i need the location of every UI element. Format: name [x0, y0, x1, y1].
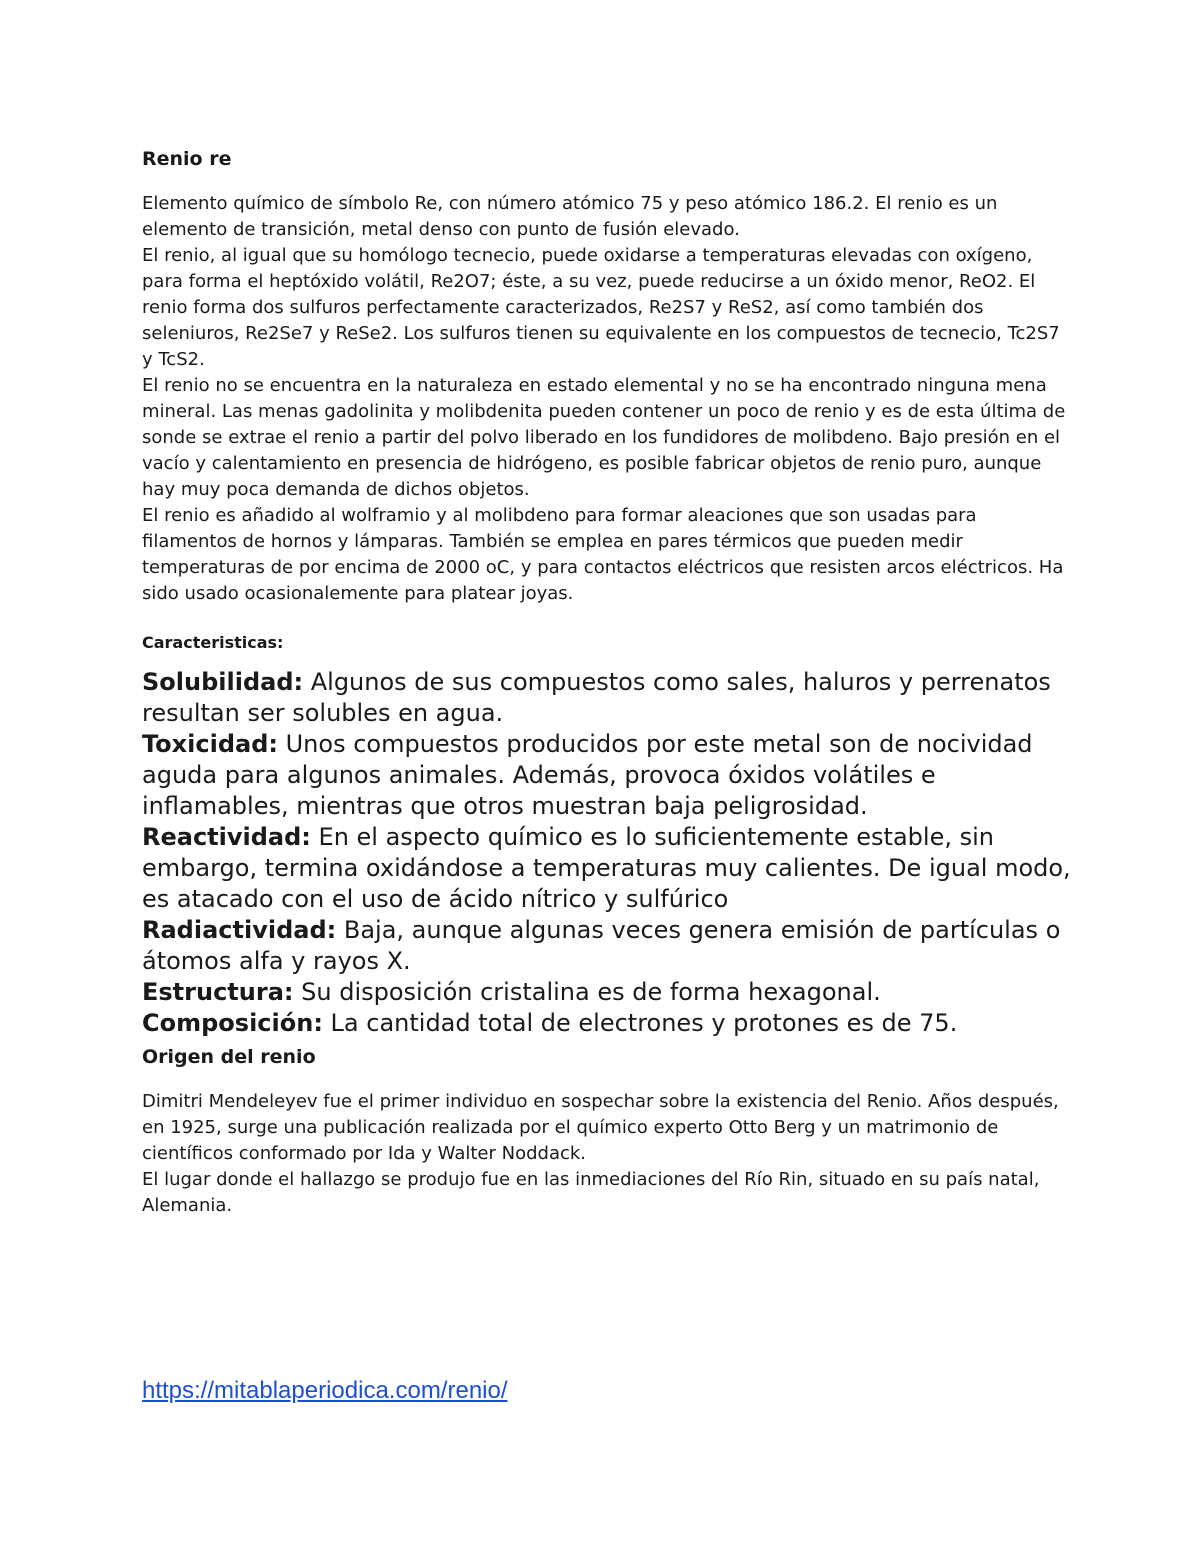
document-body	[142, 145, 1072, 1219]
characteristic-text: Unos compuestos producidos por este metal son de nocividad aguda para algunos animales. Además, provoca óxidos volátiles e inflamables, mientras que otros muestran baja peligrosidad.	[142, 730, 1033, 820]
characteristic-text: Su disposición cristalina es de forma hexagonal.	[293, 978, 881, 1006]
characteristic-text: La cantidad total de electrones y protones es de 75.	[322, 1009, 958, 1037]
characteristic-item	[142, 977, 1072, 1008]
origin-section	[142, 1089, 1072, 1219]
characteristic-item	[142, 822, 1072, 915]
characteristic-item	[142, 667, 1072, 729]
characteristic-label: Radiactividad:	[142, 916, 337, 944]
characteristic-item	[142, 729, 1072, 822]
characteristics-heading: Caracteristicas:	[142, 633, 284, 652]
origin-paragraph: Dimitri Mendeleyev fue el primer individuo en sospechar sobre la existencia del Renio. Años después, en 1925, surge una publicación realizada por el químico experto Otto Berg y un matrimonio de científicos conformado por Ida y Walter Noddack.	[142, 1091, 1059, 1164]
characteristic-label: Toxicidad:	[142, 730, 278, 758]
characteristic-label: Estructura:	[142, 978, 294, 1006]
characteristic-item	[142, 1008, 1072, 1039]
intro-paragraph: Elemento químico de símbolo Re, con número atómico 75 y peso atómico 186.2. El renio es un elemento de transición, metal denso con punto de fusión elevado.	[142, 193, 998, 240]
characteristic-label: Reactividad:	[142, 823, 311, 851]
characteristic-text: En el aspecto químico es lo suficientemente estable, sin embargo, termina oxidándose a temperaturas muy calientes. De igual modo, es atacado con el uso de ácido nítrico y sulfúrico	[142, 823, 1071, 913]
intro-paragraph: El renio es añadido al wolframio y al molibdeno para formar aleaciones que son usadas para filamentos de hornos y lámparas. También se emplea en pares térmicos que pueden medir temperaturas de por encima de 2000 oC, y para contactos eléctricos que resisten arcos eléctricos. Ha sido usado ocasionalemente para platear joyas.	[142, 505, 1064, 604]
characteristic-item	[142, 915, 1072, 977]
intro-paragraph: El renio no se encuentra en la naturaleza en estado elemental y no se ha encontrado ninguna mena mineral. Las menas gadolinita y molibdenita pueden contener un poco de renio y es de esta última de sonde se extrae el renio a partir del polvo liberado en los fundidores de molibdeno. Bajo presión en el vacío y calentamiento en presencia de hidrógeno, es posible fabricar objetos de renio puro, aunque hay muy poca demanda de dichos objetos.	[142, 375, 1066, 500]
origin-heading: Origen del renio	[142, 1046, 316, 1068]
origin-paragraph: El lugar donde el hallazgo se produjo fue en las inmediaciones del Río Rin, situado en su país natal, Alemania.	[142, 1169, 1040, 1216]
characteristics-list	[142, 667, 1072, 1039]
characteristic-text: Baja, aunque algunas veces genera emisión de partículas o átomos alfa y rayos X.	[142, 916, 1061, 975]
characteristic-label: Solubilidad:	[142, 668, 304, 696]
intro-section	[142, 191, 1072, 607]
source-link[interactable]: https://mitablaperiodica.com/renio/	[142, 1377, 508, 1404]
characteristic-label: Composición:	[142, 1009, 323, 1037]
intro-paragraph: El renio, al igual que su homólogo tecnecio, puede oxidarse a temperaturas elevadas con oxígeno, para forma el heptóxido volátil, Re2O7; éste, a su vez, puede reducirse a un óxido menor, ReO2. El renio forma dos sulfuros perfectamente caracterizados, Re2S7 y ReS2, así como también dos seleniuros, Re2Se7 y ReSe2. Los sulfuros tienen su equivalente en los compuestos de tecnecio, Tc2S7 y TcS2.	[142, 245, 1060, 370]
characteristic-text: Algunos de sus compuestos como sales, haluros y perrenatos resultan ser solubles en agua.	[142, 668, 1051, 727]
document-title: Renio re	[142, 148, 232, 170]
